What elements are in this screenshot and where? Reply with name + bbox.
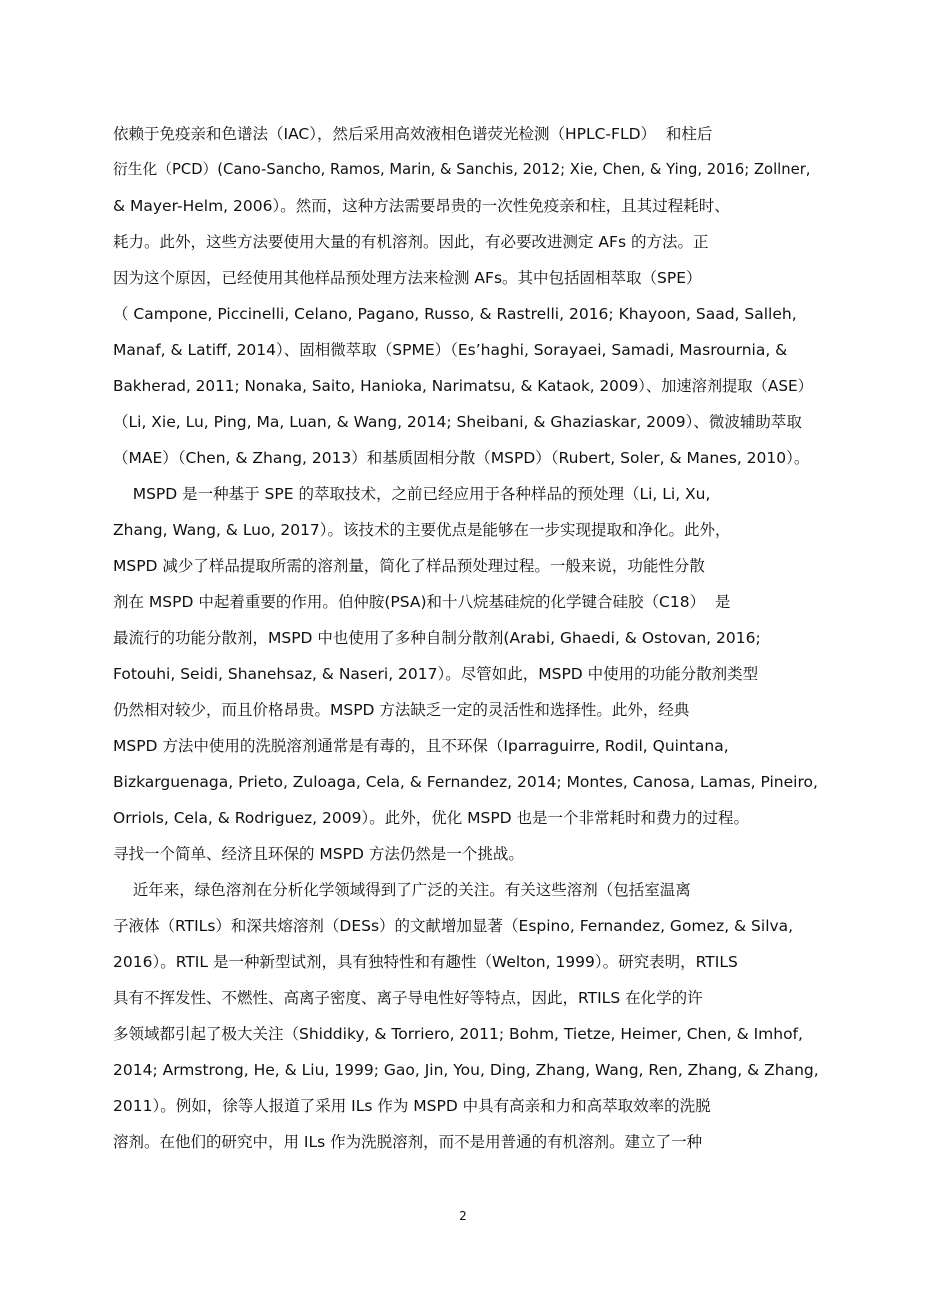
- text-line: Bakherad, 2011; Nonaka, Saito, Hanioka, Narimatsu, & Kataok, 2009）、加速溶剂提取（ASE）: [113, 377, 813, 395]
- text-line: Zhang, Wang, & Luo, 2017）。该技术的主要优点是能够在一步实现提取和净化。此外，: [113, 521, 731, 539]
- text-line: 衍生化（PCD）(Cano-Sancho, Ramos, Marin, & Sanchis, 2012; Xie, Chen, & Ying, 2016; Zollner,: [113, 161, 811, 178]
- text-line: Fotouhi, Seidi, Shanehsaz, & Naseri, 2017）。尽管如此，MSPD 中使用的功能分散剂类型: [113, 665, 759, 683]
- text-line: （Li, Xie, Lu, Ping, Ma, Luan, & Wang, 2014; Sheibani, & Ghaziaskar, 2009）、微波辅助萃取: [113, 413, 802, 431]
- page-number: 2: [459, 1209, 467, 1223]
- text-line: 寻找一个简单、经济且环保的 MSPD 方法仍然是一个挑战。: [113, 845, 524, 863]
- text-line: 耗力。此外，这些方法要使用大量的有机溶剂。因此，有必要改进测定 AFs 的方法。正: [113, 233, 709, 251]
- text-line: Bizkarguenaga, Prieto, Zuloaga, Cela, & Fernandez, 2014; Montes, Canosa, Lamas, Pineiro,: [113, 773, 818, 791]
- text-line: 剂在 MSPD 中起着重要的作用。伯仲胺(PSA)和十八烷基硅烷的化学键合硅胶（C18） 是: [113, 593, 731, 611]
- text-line: 多领域都引起了极大关注（Shiddiky, & Torriero, 2011; Bohm, Tietze, Heimer, Chen, & Imhof,: [113, 1025, 803, 1043]
- text-line: （MAE）（Chen, & Zhang, 2013）和基质固相分散（MSPD）（Rubert, Soler, & Manes, 2010）。: [113, 449, 810, 467]
- text-line: 2016）。RTIL 是一种新型试剂，具有独特性和有趣性（Welton, 1999）。研究表明，RTILS: [113, 953, 738, 971]
- text-line: 2011）。例如，徐等人报道了采用 ILs 作为 MSPD 中具有高亲和力和高萃取效率的洗脱: [113, 1097, 711, 1115]
- text-line: 仍然相对较少，而且价格昂贵。MSPD 方法缺乏一定的灵活性和选择性。此外，经典: [113, 701, 690, 719]
- text-line: 溶剂。在他们的研究中，用 ILs 作为洗脱溶剂，而不是用普通的有机溶剂。建立了一种: [113, 1133, 703, 1151]
- text-line: 子液体（RTILs）和深共熔溶剂（DESs）的文献增加显著（Espino, Fernandez, Gomez, & Silva,: [113, 917, 794, 935]
- text-line: Orriols, Cela, & Rodriguez, 2009）。此外，优化 MSPD 也是一个非常耗时和费力的过程。: [113, 809, 750, 827]
- text-line: （ Campone, Piccinelli, Celano, Pagano, Russo, & Rastrelli, 2016; Khayoon, Saad, Salleh,: [113, 305, 797, 323]
- text-line: 2014; Armstrong, He, & Liu, 1999; Gao, Jin, You, Ding, Zhang, Wang, Ren, Zhang, & Zhang,: [113, 1061, 819, 1079]
- text-line: 最流行的功能分散剂，MSPD 中也使用了多种自制分散剂(Arabi, Ghaedi, & Ostovan, 2016;: [113, 629, 761, 647]
- text-line: MSPD 是一种基于 SPE 的萃取技术，之前已经应用于各种样品的预处理（Li, Li, Xu,: [113, 485, 711, 503]
- text-line: 因为这个原因，已经使用其他样品预处理方法来检测 AFs。其中包括固相萃取（SPE）: [113, 269, 702, 287]
- text-line: MSPD 减少了样品提取所需的溶剂量，简化了样品预处理过程。一般来说，功能性分散: [113, 557, 705, 575]
- text-line: 具有不挥发性、不燃性、高离子密度、离子导电性好等特点，因此，RTILS 在化学的许: [113, 989, 703, 1007]
- text-line: 近年来，绿色溶剂在分析化学领域得到了广泛的关注。有关这些溶剂（包括室温离: [113, 881, 691, 899]
- text-line: Manaf, & Latiff, 2014）、固相微萃取（SPME）（Es’haghi, Sorayaei, Samadi, Masrournia, &: [113, 341, 788, 359]
- text-line: & Mayer-Helm, 2006）。然而，这种方法需要昂贵的一次性免疫亲和柱，且其过程耗时、: [113, 197, 730, 215]
- text-line: 依赖于免疫亲和色谱法（IAC），然后采用高效液相色谱荧光检测（HPLC-FLD） 和柱后: [113, 125, 713, 143]
- text-line: MSPD 方法中使用的洗脱溶剂通常是有毒的，且不环保（Iparraguirre, Rodil, Quintana,: [113, 737, 729, 755]
- body-text: [113, 116, 819, 1160]
